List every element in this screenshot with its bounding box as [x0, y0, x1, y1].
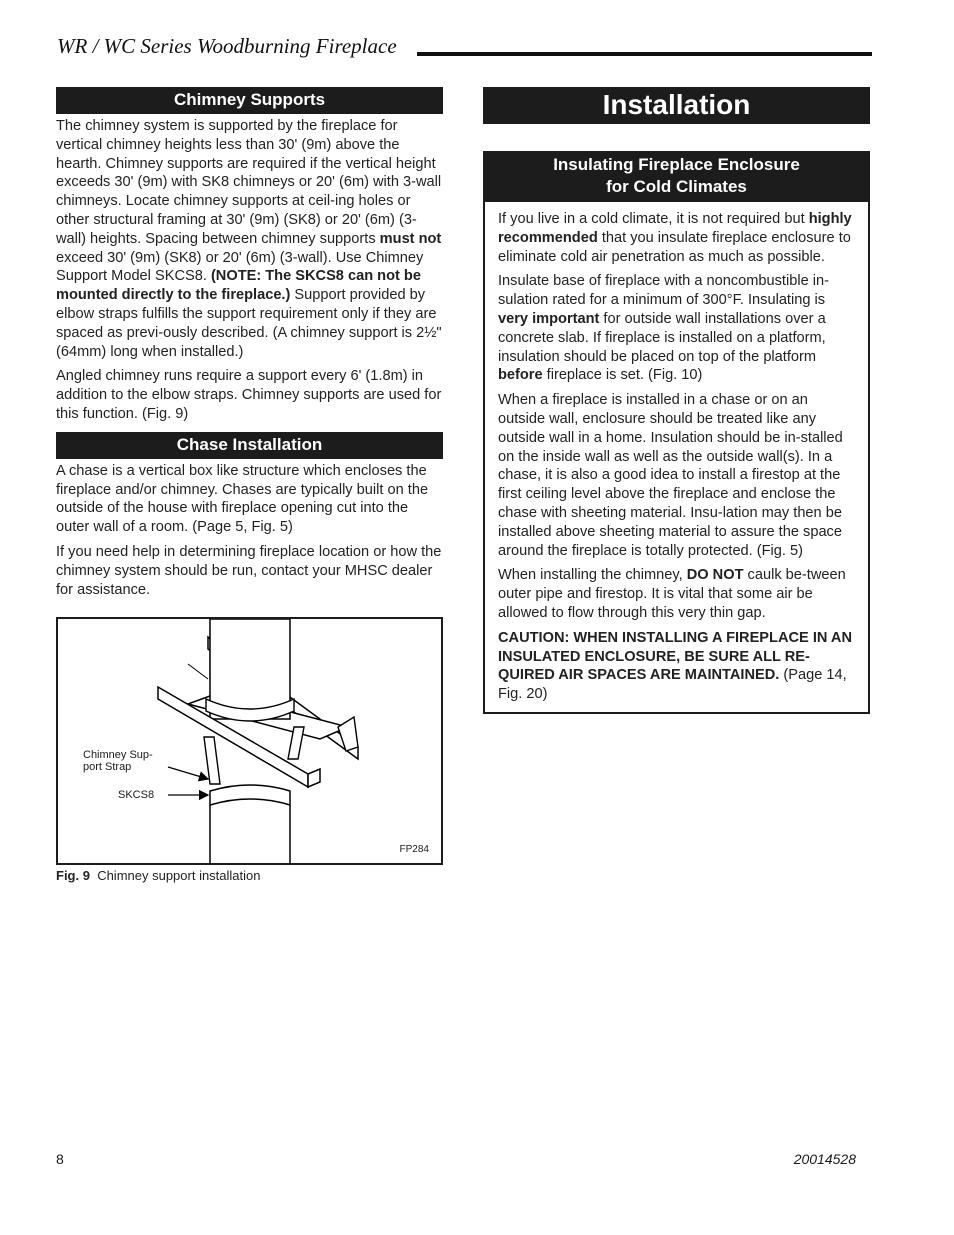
insulating-caution: CAUTION: WHEN INSTALLING A FIREPLACE IN AN INSULATED ENCLOSURE, BE SURE ALL RE-QUIRED AIR SPACES ARE MAINTAINED. (Page 14, Fig. 20)	[498, 629, 853, 703]
chimney-supports-paragraph-1: The chimney system is supported by the fireplace for vertical chimney heights less than 30' (9m) above the hearth. Chimney supports are required if the vertical height exceeds 30' (9m) with SK8 chimneys or 20' (6m) with 3-wall chimneys. Locate chimney supports at ceil-ing holes or other structural framing at 30' (9m) (SK8) or 20' (6m) (3-wall) heights. Spacing between chimney supports must not exceed 30' (9m) (SK8) or 20' (6m) (3-wall). Use Chimney Support Model SKCS8. (NOTE: The SKCS8 can not be mounted directly to the fireplace.) Support provided by elbow straps fulfills the support requirement only if they are spaced as previ-ously described. (A chimney support is 2½" (64mm) long when installed.)	[56, 118, 442, 360]
chase-installation-heading: Chase Installation	[56, 432, 443, 459]
insulating-paragraph-2: Insulate base of fireplace with a noncombustible in-sulation rated for a minimum of 300°F. Insulating is very important for outside wall installations over a concrete slab. If fireplace is installed on a platform, insulation should be placed on top of the platform before fireplace is set. (Fig. 10)	[498, 273, 829, 384]
support-strap-left	[204, 737, 220, 784]
figure-9-box	[56, 617, 443, 865]
label-skcs8: SKCS8	[118, 789, 155, 802]
chimney-support-illustration	[58, 619, 441, 863]
insulating-paragraph-1: If you live in a cold climate, it is not required but highly recommended that you insulate fireplace enclosure to eliminate cold air penetration as much as possible.	[498, 211, 852, 265]
left-column	[56, 87, 443, 883]
chase-paragraph-1: A chase is a vertical box like structure which encloses the fireplace and/or chimney. Chases are typically built on the outside of the house with fireplace opening cut into the outer wall of a room. (Page 5, Fig. 5)	[56, 462, 429, 536]
insulating-section	[483, 151, 870, 714]
insulating-heading: Insulating Fireplace Enclosure for Cold Climates	[483, 151, 870, 202]
installation-title: Installation	[483, 87, 870, 124]
insulating-paragraph-4: When installing the chimney, DO NOT caulk be-tween outer pipe and firestop. It is vital that some air be allowed to flow through this very thin gap.	[498, 567, 846, 621]
insulating-paragraph-3: When a fireplace is installed in a chase or on an outside wall, enclosure should be treated like any outside wall in a home. Insulation should be in-stalled on the inside wall as well as the outside wall(s). In a chase, it is also a good idea to install a firestop at the first ceiling level above the fireplace and enclose the chase with sheeting material. Insu-lation may then be installed above sheeting material to assure the space around the fireplace is totally protected. (Fig. 5)	[498, 392, 843, 559]
chimney-pipe-upper	[210, 619, 290, 719]
right-column	[483, 87, 870, 714]
figure-code: FP284	[399, 844, 429, 856]
header-rule	[417, 52, 872, 56]
chimney-supports-heading: Chimney Supports	[56, 87, 443, 114]
page-header-title: WR / WC Series Woodburning Fireplace	[57, 34, 397, 58]
chase-paragraph-2: If you need help in determining fireplace location or how the chimney system should be run, contact your MHSC dealer for assistance.	[56, 543, 442, 598]
page-number: 8	[56, 1151, 64, 1167]
insulating-content-box	[483, 202, 870, 714]
figure-9-caption: Fig. 9 Chimney support installation	[56, 868, 261, 884]
label-chimney-support-strap: Chimney Sup-port Strap	[83, 749, 153, 774]
chimney-supports-paragraph-2: Angled chimney runs require a support every 6' (1.8m) in addition to the elbow straps. Chimney supports are used for this function. (Fig. 9)	[56, 368, 442, 422]
document-number: 20014528	[793, 1151, 856, 1167]
